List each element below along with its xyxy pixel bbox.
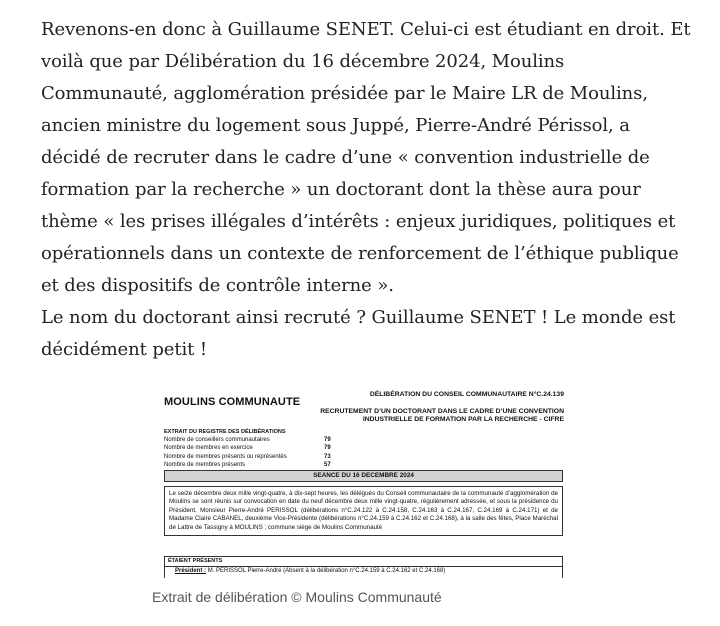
present-members-box [164, 556, 563, 578]
image-caption: Extrait de délibération © Moulins Communauté [152, 589, 442, 605]
present-title: ÉTAIENT PRÉSENTS [165, 557, 562, 567]
article-paragraph-2: Le nom du doctorant ainsi recruté ? Guillaume SENET ! Le monde est décidément petit ! [41, 307, 676, 360]
deliberation-document-image [152, 380, 572, 578]
president-text: M. PERISSOL Pierre-André (Absent à la délibération n°C.24.159 à C.24.162 et C.24.168) [207, 567, 446, 574]
register-row: Nombre de conseillers communautaires 79 [164, 437, 331, 444]
register-row: Nombre de membres en exercice 79 [164, 445, 331, 452]
register-row: Nombre de membres présents 57 [164, 461, 331, 468]
register-title: EXTRAIT DU REGISTRE DES DÉLIBÉRATIONS [164, 429, 286, 435]
document-subject: RECRUTEMENT D’UN DOCTORANT DANS LE CADRE D’UNE CONVENTION INDUSTRIELLE DE FORMATION PAR LA RECHERCHE - CIFRE [320, 407, 564, 423]
document-reference [304, 391, 564, 425]
president-label: Président : [175, 567, 207, 574]
article-paragraph-1: Revenons-en donc à Guillaume SENET. Celui-ci est étudiant en droit. Et voilà que par Délibération du 16 décembre 2024, Moulins Communauté, agglomération présidée par le Maire LR de Moulins, ancien ministre du logement sous Juppé, Pierre-André Périssol, a décidé de recruter dans le cadre d’une « convention industrielle de formation par la recherche » un doctorant dont la thèse aura pour thème « les prises illégales d’intérêts : enjeux juridiques, politiques et opérationnels dans un contexte de renforcement de l’éthique publique et des dispositifs de contrôle interne ». [41, 19, 691, 296]
document-ref-number: DÉLIBÉRATION DU CONSEIL COMMUNAUTAIRE N°C.24.139 [369, 391, 564, 398]
seance-header: SEANCE DU 16 DECEMBRE 2024 [164, 470, 563, 482]
register-row: Nombre de membres présents ou représentés 73 [164, 453, 331, 460]
article-text [41, 14, 691, 366]
document-organization: MOULINS COMMUNAUTE [164, 396, 301, 408]
deliberation-body: Le seize décembre deux mille vingt-quatre, à dix-sept heures, les délégués du Conseil communautaire de la communauté d’agglomération de Moulins se sont réunis sur convocation en date du neuf décembre deux mille vingt-quatre, régulièrement adressée, et sous la présidence du Président, Monsieur Pierre-André PERISSOL (délibérations n°C.24.122 à C.24.158, C.24.163 à C.24.167, C.24.169 à C.24.171) et de Madame Claire CABANEL, deuxième Vice-Présidente (délibérations n°C.24.159 à C.24.162 et C.24.168), à la salle des fêtes, Place Maréchal de Lattre de Tassigny à MOULINS ; commune siège de Moulins Communauté [164, 486, 563, 536]
register-extract [164, 428, 344, 469]
president-line [165, 567, 562, 576]
